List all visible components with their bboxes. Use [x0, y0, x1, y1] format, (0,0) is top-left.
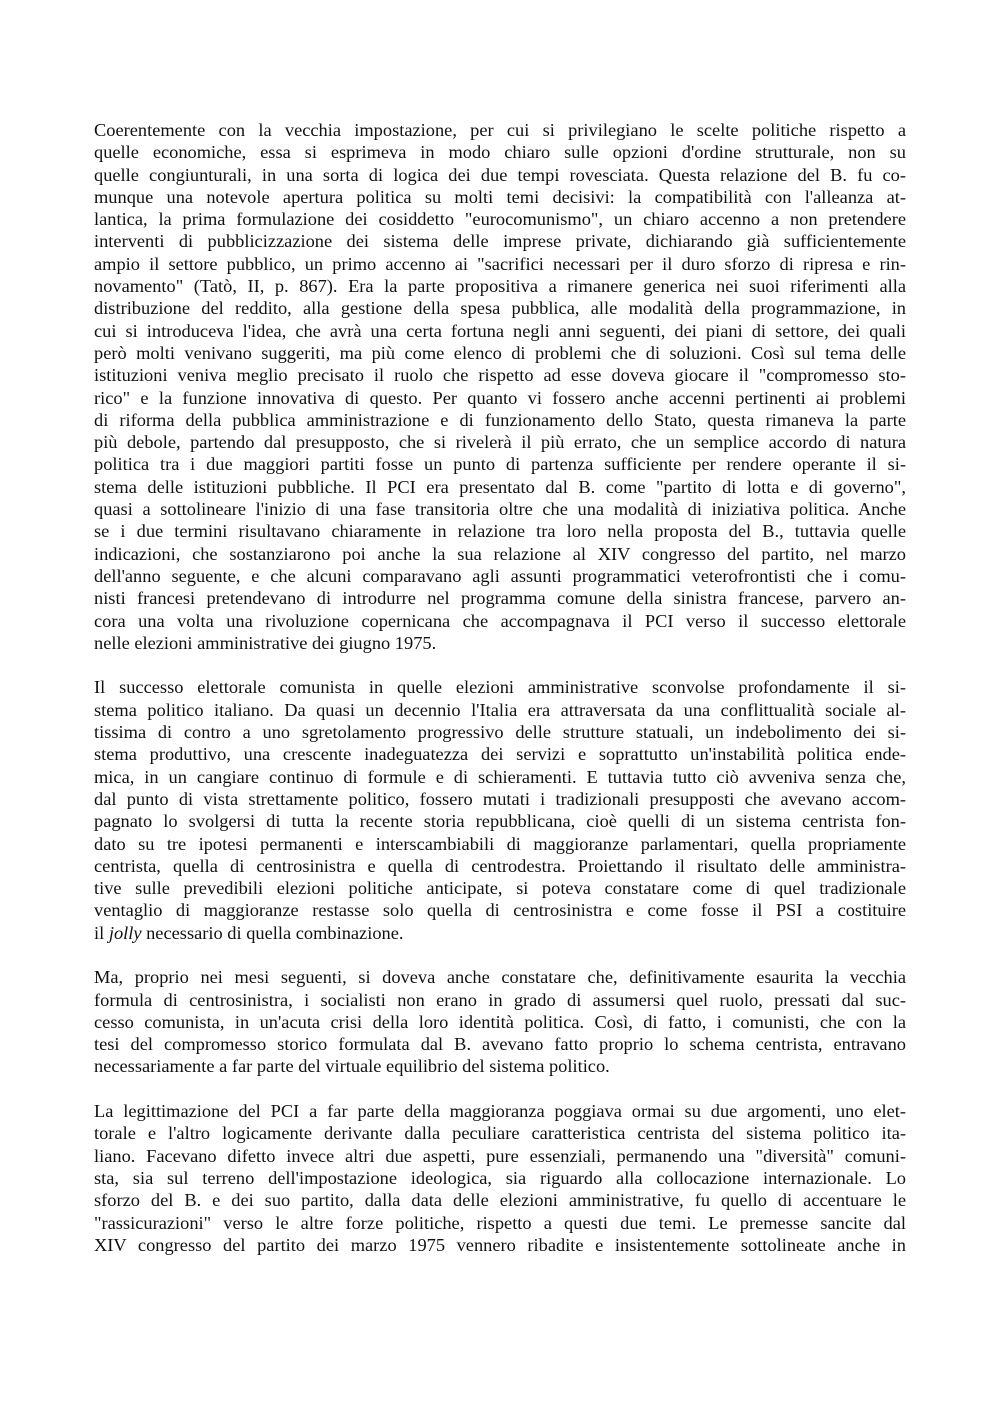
text-line: centrista, quella di centrosinistra e quella di centrodestra. Proiettando il risultato delle amministra-: [94, 855, 906, 876]
text-line: sta, sia sul terreno dell'impostazione ideologica, sia riguardo alla collocazione internazionale. Lo: [94, 1167, 906, 1188]
text-line: liano. Facevano difetto invece altri due aspetti, pure essenziali, permanendo una "diversità" comuni-: [94, 1145, 906, 1166]
text-line: ventaglio di maggioranze restasse solo quella di centrosinistra e come fosse il PSI a costituire: [94, 900, 906, 921]
text-line: quelle economiche, essa si esprimeva in modo chiaro sulle opzioni d'ordine strutturale, non su: [94, 142, 906, 163]
text-line: quasi a sottolineare l'inizio di una fase transitoria oltre che una modalità di iniziativa politica. Anche: [94, 499, 906, 520]
text-line: necessariamente a far parte del virtuale equilibrio del sistema politico.: [94, 1056, 610, 1077]
text-line: cora una volta una rivoluzione copernicana che accompagnava il PCI verso il successo elettorale: [94, 610, 906, 631]
paragraph-3: [94, 966, 906, 1077]
text-line: Il successo elettorale comunista in quelle elezioni amministrative sconvolse profondamente il si-: [94, 677, 906, 698]
italic-term-jolly: jolly: [108, 922, 142, 943]
text-line: pagnato lo svolgersi di tutta la recente storia repubblicana, cioè quelli di un sistema centrista fon-: [94, 811, 906, 832]
text-line: cui si introduceva l'idea, che avrà una certa fortuna negli anni seguenti, dei piani di settore, dei quali: [94, 320, 906, 341]
text-line: tissima di contro a uno sgretolamento progressivo delle strutture statuali, un indebolimento dei si-: [94, 722, 906, 743]
text-line: interventi di pubblicizzazione dei sistema delle imprese private, dichiarando già sufficientemente: [94, 231, 906, 252]
text-line: politica tra i due maggiori partiti fosse un punto di partenza sufficiente per rendere operante il si-: [94, 454, 906, 475]
text-line: distribuzione del reddito, alla gestione della spesa pubblica, alle modalità della programmazione, in: [94, 298, 906, 319]
text-line: dell'anno seguente, e che alcuni comparavano agli assunti programmatici veterofrontisti che i comu-: [94, 565, 906, 586]
text-line: indicazioni, che sostanziarono poi anche la sua relazione al XIV congresso del partito, nel marzo: [94, 543, 906, 564]
text-line: stema produttivo, una crescente inadeguatezza dei servizi e soprattutto un'instabilità politica ende-: [94, 744, 906, 765]
paragraph-2: [94, 676, 906, 944]
text-line: ampio il settore pubblico, un primo accenno ai "sacrifici necessari per il duro sforzo di ripresa e rin-: [94, 253, 906, 274]
body-text: [94, 119, 906, 1278]
text-line: munque una notevole apertura politica su molti temi decisivi: la compatibilità con l'alleanza at-: [94, 186, 906, 207]
text-line: Ma, proprio nei mesi seguenti, si doveva anche constatare che, definitivamente esaurita la vecchia: [94, 967, 906, 988]
text-line: tive sulle prevedibili elezioni politiche anticipate, si poteva constatare come di quel tradizionale: [94, 878, 906, 899]
text-line: tesi del compromesso storico formulata dal B. avevano fatto proprio lo schema centrista, entravano: [94, 1034, 906, 1055]
text-line: nelle elezioni amministrative dei giugno 1975.: [94, 632, 437, 653]
text-line: istituzioni veniva meglio precisato il ruolo che rispetto ad esse doveva giocare il "compromesso sto-: [94, 365, 906, 386]
text-line: cesso comunista, in un'acuta crisi della loro identità politica. Così, di fatto, i comunisti, che con la: [94, 1011, 906, 1032]
text-line: stema politico italiano. Da quasi un decennio l'Italia era attraversata da una conflittualità sociale al-: [94, 699, 906, 720]
text-line: dal punto di vista strettamente politico, fossero mutati i tradizionali presupposti che avevano accom-: [94, 788, 906, 809]
text-run: necessario di quella combinazione.: [141, 922, 404, 943]
text-line: dato su tre ipotesi permanenti e interscambiabili di maggioranze parlamentari, quella propriamente: [94, 833, 906, 854]
text-line: mica, in un cangiare continuo di formule e di schieramenti. E tuttavia tutto ciò avveniva senza che,: [94, 766, 906, 787]
text-line: La legittimazione del PCI a far parte della maggioranza poggiava ormai su due argomenti, uno elet-: [94, 1101, 906, 1122]
text-line: novamento" (Tatò, II, p. 867). Era la parte propositiva a rimanere generica nei suoi riferimenti alla: [94, 276, 906, 297]
text-line: però molti venivano suggeriti, ma più come elenco di problemi che di soluzioni. Così sul tema delle: [94, 342, 906, 363]
text-line: rico" e la funzione innovativa di questo. Per quanto vi fossero anche accenni pertinenti ai problemi: [94, 387, 906, 408]
text-run: il: [94, 922, 109, 943]
paragraph-1: [94, 119, 906, 654]
text-line: nisti francesi pretendevano di introdurre nel programma comune della sinistra francese, parvero an-: [94, 588, 906, 609]
text-line: più debole, partendo dal presupposto, che si rivelerà il più errato, che un semplice accordo di natura: [94, 432, 906, 453]
text-line: torale e l'altro logicamente derivante dalla peculiare caratteristica centrista del sistema politico ita-: [94, 1123, 906, 1144]
text-line: [94, 922, 906, 944]
text-line: quelle congiunturali, in una sorta di logica dei due tempi rovesciata. Questa relazione del B. fu co-: [94, 164, 906, 185]
text-line: XIV congresso del partito dei marzo 1975 vennero ribadite e insistentemente sottolineate anche in: [94, 1234, 906, 1255]
paragraph-4: [94, 1100, 906, 1256]
text-line: sforzo del B. e dei suo partito, dalla data delle elezioni amministrative, fu quello di accentuare le: [94, 1190, 906, 1211]
text-line: di riforma della pubblica amministrazione e di funzionamento dello Stato, questa rimaneva la parte: [94, 409, 906, 430]
text-line: "rassicurazioni" verso le altre forze politiche, rispetto a questi due temi. Le premesse sancite dal: [94, 1212, 906, 1233]
text-line: stema delle istituzioni pubbliche. Il PCI era presentato dal B. come "partito di lotta e di governo",: [94, 476, 906, 497]
text-line: se i due termini risultavano chiaramente in relazione tra loro nella proposta del B., tuttavia quelle: [94, 521, 906, 542]
text-line: Coerentemente con la vecchia impostazione, per cui si privilegiano le scelte politiche rispetto a: [94, 120, 906, 140]
text-line: lantica, la prima formulazione dei cosiddetto "eurocomunismo", un chiaro accenno a non pretendere: [94, 209, 906, 230]
text-line: formula di centrosinistra, i socialisti non erano in grado di assumersi quel ruolo, pressati dal suc-: [94, 989, 906, 1010]
